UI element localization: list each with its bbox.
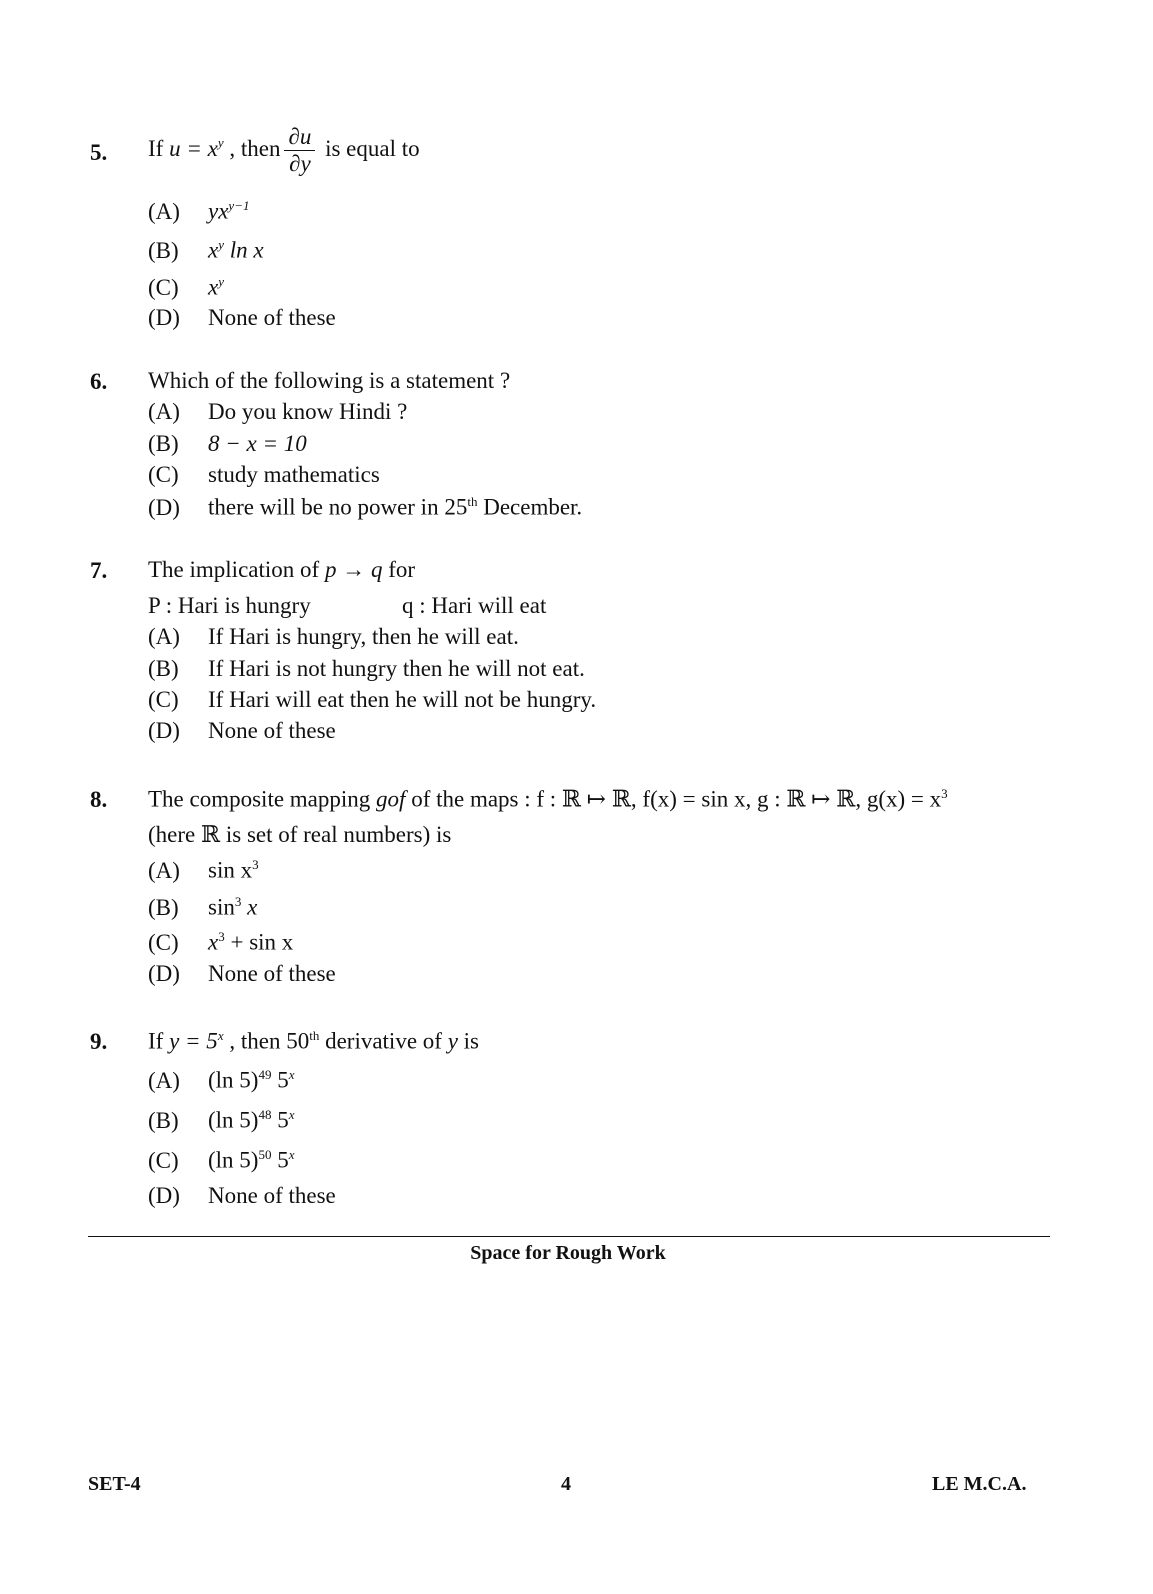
option-b[interactable] bbox=[148, 431, 307, 457]
option-text: sin x bbox=[208, 857, 253, 883]
question-number: 9. bbox=[90, 1029, 108, 1054]
option-c[interactable] bbox=[148, 274, 224, 301]
option-text: 5 bbox=[271, 1107, 289, 1133]
option-sup: th bbox=[467, 494, 478, 509]
option-label: (B) bbox=[148, 894, 179, 920]
option-sup: y bbox=[218, 237, 224, 252]
option-text: 5 bbox=[271, 1147, 289, 1173]
option-label: (B) bbox=[148, 237, 179, 263]
question-stem bbox=[148, 124, 420, 177]
option-sup: 3 bbox=[252, 857, 259, 872]
option-sup: 3 bbox=[218, 929, 225, 944]
option-text: x bbox=[208, 929, 219, 955]
fraction-numerator: ∂u bbox=[284, 124, 315, 151]
rough-work-heading: Space for Rough Work bbox=[470, 1242, 666, 1264]
option-label: (C) bbox=[148, 687, 179, 712]
fraction-denominator: ∂y bbox=[289, 151, 311, 176]
question-number: 7. bbox=[90, 558, 108, 583]
question-stem bbox=[148, 786, 948, 813]
stem-text: derivative of bbox=[319, 1028, 448, 1054]
stem-text: is equal to bbox=[319, 135, 420, 161]
option-b[interactable] bbox=[148, 894, 257, 921]
option-label: (A) bbox=[148, 198, 180, 224]
option-d[interactable] bbox=[148, 1183, 336, 1209]
partial-derivative-fraction bbox=[284, 124, 315, 177]
stem-text: for bbox=[382, 557, 416, 582]
option-text: x bbox=[208, 274, 219, 300]
option-text: None of these bbox=[208, 305, 336, 330]
stem-text: If bbox=[148, 135, 170, 161]
stem-text: is bbox=[457, 1028, 480, 1054]
stem-text: The composite mapping bbox=[148, 786, 377, 812]
option-label: (C) bbox=[148, 274, 179, 300]
footer-page-number: 4 bbox=[561, 1473, 571, 1495]
stem-sup: 3 bbox=[941, 786, 948, 801]
option-d[interactable] bbox=[148, 494, 582, 521]
option-text: If Hari is hungry, then he will eat. bbox=[208, 624, 519, 649]
stem-sup: y bbox=[217, 135, 224, 151]
option-label: (D) bbox=[148, 961, 180, 986]
stem-math: u = x bbox=[169, 135, 218, 161]
option-text: If Hari is not hungry then he will not eat. bbox=[208, 656, 585, 681]
option-sup: x bbox=[288, 1107, 295, 1122]
option-text: 5 bbox=[271, 1067, 289, 1093]
option-label: (B) bbox=[148, 1107, 179, 1133]
option-text: + sin x bbox=[224, 929, 294, 955]
option-a[interactable] bbox=[148, 198, 249, 225]
option-text: (ln 5) bbox=[208, 1067, 259, 1093]
option-a[interactable] bbox=[148, 624, 519, 650]
option-text: there will be no power in 25 bbox=[208, 494, 468, 520]
question-stem bbox=[148, 1028, 479, 1055]
option-sup: 50 bbox=[258, 1147, 272, 1162]
option-text: None of these bbox=[208, 1183, 336, 1208]
option-label: (D) bbox=[148, 718, 180, 743]
footer-course: LE M.C.A. bbox=[932, 1473, 1027, 1495]
option-text: If Hari will eat then he will not be hungry. bbox=[208, 687, 597, 712]
option-label: (A) bbox=[148, 1067, 180, 1093]
option-c[interactable] bbox=[148, 687, 596, 713]
stem-math: p → q bbox=[324, 557, 383, 582]
option-label: (C) bbox=[148, 1147, 179, 1173]
option-label: (D) bbox=[148, 494, 180, 520]
stem-sup: x bbox=[217, 1028, 224, 1043]
option-sup: 49 bbox=[258, 1067, 272, 1082]
option-d[interactable] bbox=[148, 961, 336, 987]
option-b[interactable] bbox=[148, 656, 585, 682]
option-text: ln x bbox=[224, 237, 264, 263]
question-stem bbox=[148, 557, 415, 583]
option-c[interactable] bbox=[148, 1147, 295, 1174]
option-b[interactable] bbox=[148, 1107, 295, 1134]
question-stem: Which of the following is a statement ? bbox=[148, 368, 511, 393]
proposition-q: q : Hari will eat bbox=[402, 593, 547, 618]
option-label: (D) bbox=[148, 1183, 180, 1208]
stem-math: gof bbox=[376, 786, 406, 812]
option-label: (A) bbox=[148, 857, 180, 883]
stem-text: of the maps : f : ℝ ↦ ℝ, f(x) = sin x, g : ℝ ↦ ℝ, g(x) = x bbox=[405, 786, 942, 812]
option-text: yx bbox=[208, 198, 229, 224]
option-text: x bbox=[241, 894, 258, 920]
stem-text: If bbox=[148, 1028, 170, 1054]
divider-rule bbox=[88, 1236, 1050, 1237]
option-sup: y bbox=[218, 274, 224, 289]
option-c[interactable] bbox=[148, 462, 380, 488]
option-text: 8 − x = 10 bbox=[208, 431, 307, 456]
option-b[interactable] bbox=[148, 237, 264, 264]
option-sup: 3 bbox=[234, 894, 242, 909]
option-sup: x bbox=[288, 1067, 295, 1082]
option-label: (B) bbox=[148, 431, 179, 456]
option-d[interactable] bbox=[148, 718, 336, 744]
option-text: Do you know Hindi ? bbox=[208, 399, 408, 424]
option-text: (ln 5) bbox=[208, 1107, 259, 1133]
option-text: December. bbox=[477, 494, 583, 520]
question-stem-line2: (here ℝ is set of real numbers) is bbox=[148, 822, 452, 847]
stem-math: y bbox=[447, 1028, 458, 1054]
question-number: 5. bbox=[90, 140, 108, 165]
footer-set: SET-4 bbox=[88, 1473, 141, 1495]
question-number: 8. bbox=[90, 787, 108, 812]
option-text: (ln 5) bbox=[208, 1147, 259, 1173]
option-label: (C) bbox=[148, 929, 179, 955]
option-d[interactable] bbox=[148, 305, 336, 331]
stem-text: The implication of bbox=[148, 557, 325, 582]
option-label: (C) bbox=[148, 462, 179, 487]
option-a[interactable] bbox=[148, 399, 407, 425]
option-a[interactable] bbox=[148, 1067, 295, 1094]
option-sup: x bbox=[288, 1147, 295, 1162]
option-sup: 48 bbox=[258, 1107, 272, 1122]
stem-text: , then 50 bbox=[223, 1028, 310, 1054]
stem-sup: th bbox=[309, 1028, 320, 1043]
option-label: (A) bbox=[148, 399, 180, 424]
stem-text: , then bbox=[223, 135, 281, 161]
option-text: sin bbox=[208, 894, 235, 920]
option-c[interactable] bbox=[148, 929, 293, 956]
stem-math: y = 5 bbox=[169, 1028, 218, 1054]
option-a[interactable] bbox=[148, 857, 259, 884]
option-text: x bbox=[208, 237, 219, 263]
option-text: None of these bbox=[208, 961, 336, 986]
proposition-p: P : Hari is hungry bbox=[148, 593, 311, 618]
option-label: (A) bbox=[148, 624, 180, 649]
option-text: study mathematics bbox=[208, 462, 380, 487]
option-label: (B) bbox=[148, 656, 179, 681]
question-number: 6. bbox=[90, 369, 108, 394]
option-label: (D) bbox=[148, 305, 180, 330]
option-sup: y−1 bbox=[228, 198, 250, 213]
option-text: None of these bbox=[208, 718, 336, 743]
